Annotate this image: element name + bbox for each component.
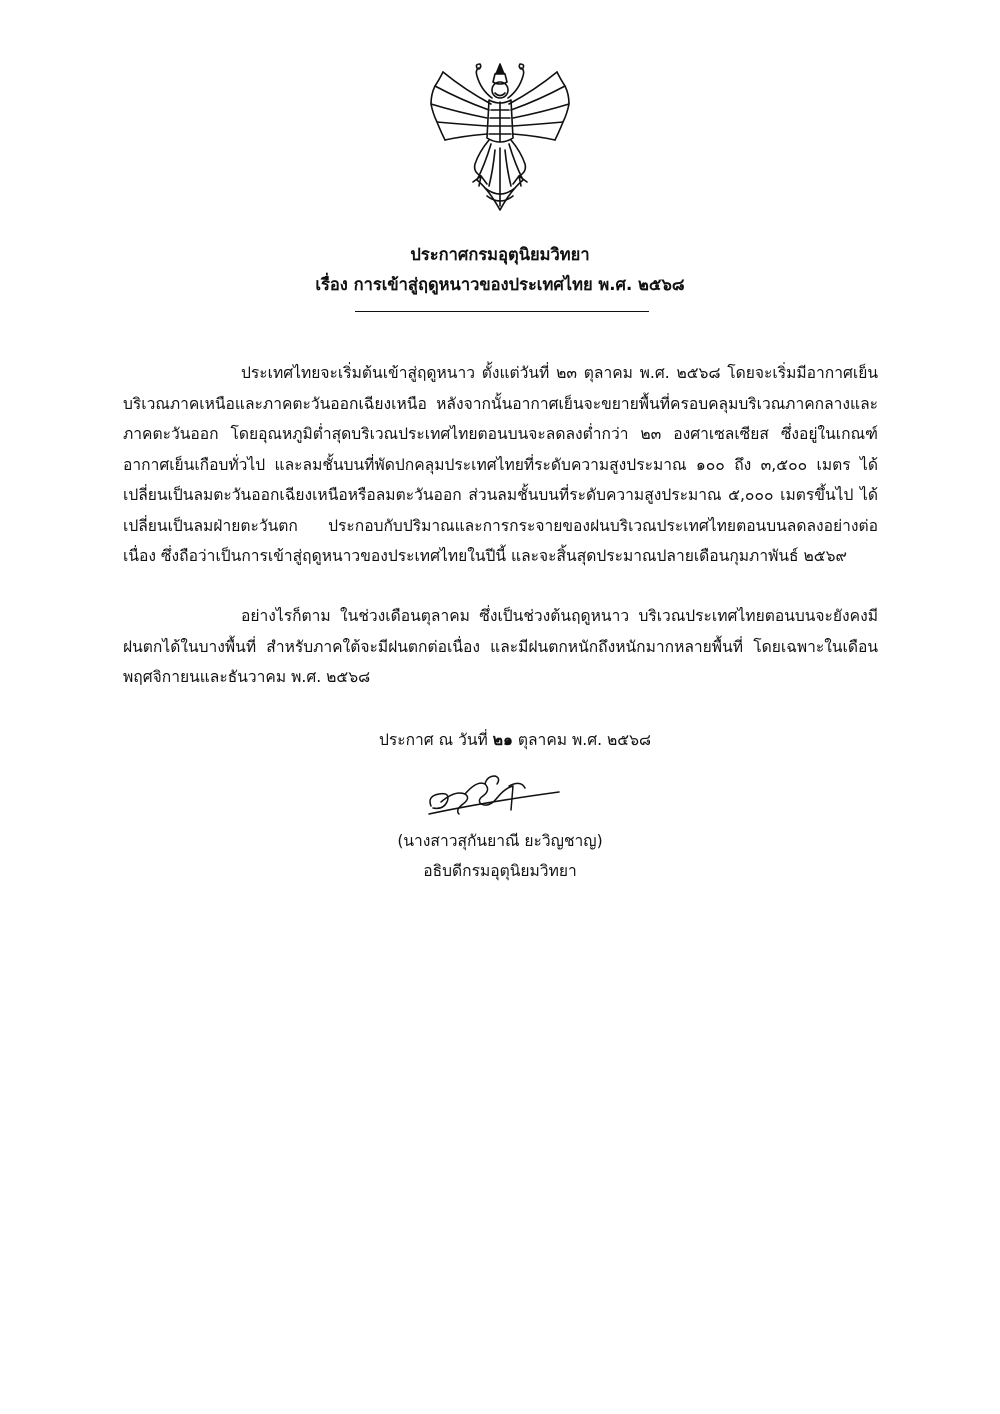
announcement-agency-title: ประกาศกรมอุตุนิยมวิทยา bbox=[410, 245, 590, 264]
signatory-position: อธิบดีกรมอุตุนิยมวิทยา bbox=[423, 862, 577, 880]
handwritten-signature-icon bbox=[425, 772, 565, 822]
announcement-date-suffix: ตุลาคม พ.ศ. ๒๕๖๘ bbox=[512, 731, 652, 749]
title-underline-divider bbox=[355, 311, 649, 312]
body-paragraph-2: อย่างไรก็ตาม ในช่วงเดือนตุลาคม ซึ่งเป็นช่วงต้นฤดูหนาว บริเวณประเทศไทยตอนบนจะยังคงมีฝนตกได้ในบางพื้นที่ สำหรับภาคใต้จะมีฝนตกต่อเนื่อง และมีฝนตกหนักถึงหนักมากหลายพื้นที่ โดยเฉพาะในเดือนพฤศจิกายนและธันวาคม พ.ศ. ๒๕๖๘ bbox=[123, 607, 878, 686]
announcement-date bbox=[0, 727, 1000, 753]
announcement-subject: เรื่อง การเข้าสู่ฤดูหนาวของประเทศไทย พ.ศ. ๒๕๖๘ bbox=[315, 275, 685, 294]
garuda-emblem-icon bbox=[425, 60, 575, 220]
body-paragraph-1: ประเทศไทยจะเริ่มต้นเข้าสู่ฤดูหนาว ตั้งแต่วันที่ ๒๓ ตุลาคม พ.ศ. ๒๕๖๘ โดยจะเริ่มมีอากาศเย็นบริเวณภาคเหนือและภาคตะวันออกเฉียงเหนือ หลังจากนั้นอากาศเย็นจะขยายพื้นที่ครอบคลุมบริเวณภาคกลางและภาคตะวันออก โดยอุณหภูมิต่ำสุดบริเวณประเทศไทยตอนบนจะลดลงต่ำกว่า ๒๓ องศาเซลเซียส ซึ่งอยู่ในเกณฑ์อากาศเย็นเกือบทั่วไป และลมชั้นบนที่พัดปกคลุมประเทศไทยที่ระดับความสูงประมาณ ๑๐๐ ถึง ๓,๕๐๐ เมตร ได้เปลี่ยนเป็นลมตะวันออกเฉียงเหนือหรือลมตะวันออก ส่วนลมชั้นบนที่ระดับความสูงประมาณ ๕,๐๐๐ เมตรขึ้นไป ได้เปลี่ยนเป็นลมฝ่ายตะวันตก ประกอบกับปริมาณและการกระจายของฝนบริเวณประเทศไทยตอนบนลดลงอย่างต่อเนื่อง ซึ่งถือว่าเป็นการเข้าสู่ฤดูหนาวของประเทศไทยในปีนี้ และจะสิ้นสุดประมาณปลายเดือนกุมภาพันธ์ ๒๕๖๙ bbox=[123, 364, 878, 565]
announcement-date-prefix: ประกาศ ณ วันที่ bbox=[378, 731, 493, 749]
announcement-date-day: ๒๑ bbox=[492, 731, 513, 749]
signatory-name: (นางสาวสุกันยาณี ยะวิญชาญ) bbox=[397, 832, 603, 850]
